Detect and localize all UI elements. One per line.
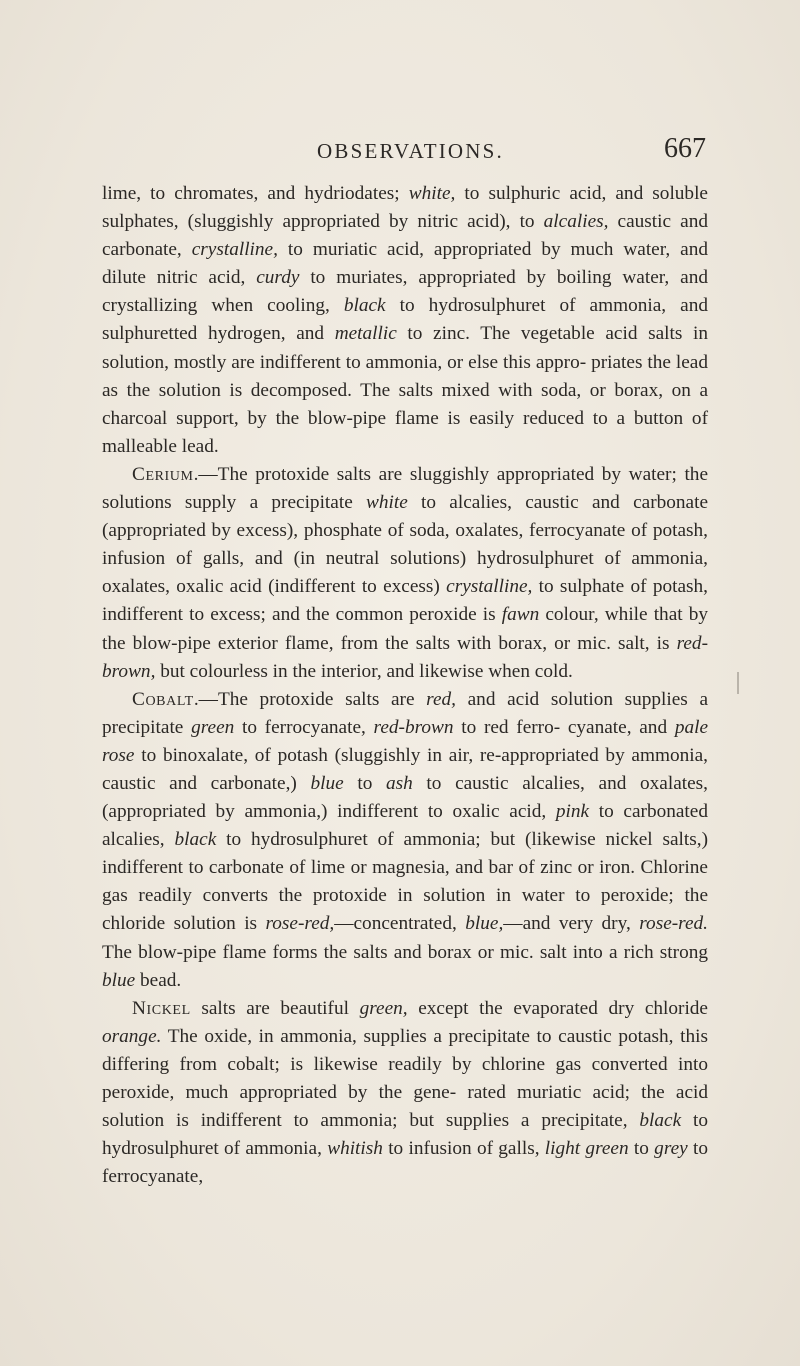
text-run: to muriatic acid, appropriated by much water, and dilute nitric acid,	[102, 239, 709, 289]
italic-run: white,	[408, 183, 456, 204]
running-head-title: OBSERVATIONS.	[317, 139, 504, 163]
text-run: to	[343, 772, 386, 794]
italic-run: curdy	[256, 267, 300, 289]
italic-run: ash	[385, 772, 413, 794]
text-run: and acid solution supplies a precipitate	[102, 688, 708, 738]
italic-run: blue,	[465, 913, 504, 935]
margin-mark	[737, 672, 739, 694]
text-run: to hydrosulphuret of ammonia, and sulphuretted hydrogen, and	[102, 295, 709, 345]
text-run: to sulphate of potash, indifferent to excess; and the common peroxide is	[102, 576, 708, 626]
body-text	[102, 180, 708, 1191]
italic-run: black	[343, 295, 386, 317]
text-run: .—The protoxide salts are sluggishly appropriated by water; the solutions supply a precipitate	[102, 463, 708, 514]
text-run: to muriates, appropriated by boiling water, and crystallizing when cooling,	[102, 267, 708, 317]
text-run: to binoxalate, of potash (sluggishly in air, re-appropriated by ammonia, caustic and carbonate,)	[102, 744, 708, 794]
italic-run: rose-red,	[265, 913, 335, 935]
text-run: —concentrated,	[334, 913, 466, 935]
text-run: bead.	[135, 969, 182, 991]
italic-run: red-brown	[373, 716, 454, 738]
paragraph-lead	[102, 180, 708, 461]
text-run: salts are beautiful	[190, 997, 360, 1019]
text-run: except the evaporated dry chloride	[407, 997, 708, 1019]
italic-run: blue	[102, 969, 136, 991]
text-run: .—The protoxide salts are	[193, 688, 427, 710]
italic-run: pink	[555, 801, 590, 823]
text-run: colour, while that by the blow-pipe exterior flame, from the salts with borax, or mic. salt, is	[102, 604, 708, 654]
paragraph-nickel	[102, 995, 708, 1192]
italic-run: pale rose	[102, 716, 709, 766]
italic-run: fawn	[501, 604, 540, 626]
section-heading-nickel: Nickel	[132, 997, 191, 1019]
text-run: to ferrocyanate,	[102, 1138, 708, 1188]
text-run: to alcalies, caustic and carbonate (appropriated by excess), phosphate of soda, oxalates, ferrocyanate of potash, infusion of galls, and (in neutral solutions) hydrosulphuret of ammonia, oxalates, oxalic acid (indifferent to excess)	[102, 492, 709, 598]
text-run: —and very dry,	[503, 913, 640, 935]
text-run: to	[628, 1138, 655, 1160]
italic-run: green,	[359, 997, 408, 1019]
italic-run: blue	[310, 772, 344, 794]
text-run: to infusion of galls,	[382, 1138, 545, 1160]
text-run: to red ferro- cyanate, and	[453, 716, 675, 738]
italic-run: red,	[426, 688, 456, 710]
section-heading-cobalt: Cobalt	[132, 688, 194, 710]
italic-run: rose-red.	[639, 913, 708, 935]
text-run: The blow-pipe flame forms the salts and borax or mic. salt into a rich strong	[102, 941, 708, 963]
paragraph-cobalt	[102, 686, 708, 995]
italic-run: alcalies,	[543, 211, 609, 233]
italic-run: metallic	[334, 323, 397, 345]
page-number: 667	[664, 133, 706, 164]
text-run: to hydrosulphuret of ammonia,	[102, 1110, 708, 1160]
text-run: to carbonated alcalies,	[102, 801, 708, 851]
italic-run: whitish	[327, 1138, 383, 1160]
section-heading-cerium: Cerium	[132, 463, 194, 485]
text-run: to hydrosulphuret of ammonia; but (likewise nickel salts,) indifferent to carbonate of lime or magnesia, and bar of zinc or iron. Chlorine gas readily converts the protoxide in solution in water to peroxide; the chloride solution is	[102, 829, 708, 935]
italic-run: crystalline,	[446, 576, 533, 598]
paragraph-cerium	[102, 461, 708, 686]
text-run: caustic and carbonate,	[102, 211, 708, 261]
italic-run: orange.	[102, 1025, 162, 1047]
text-run: to zinc. The vegetable acid salts in solution, mostly are indifferent to ammonia, or else this appro- priates the lead as the solution is decomposed. The salts mixed with soda, or borax, on a charcoal support, by the blow-pipe flame is easily reduced to a button of malleable lead.	[102, 323, 708, 457]
text-run: lime, to chromates, and hydriodates;	[102, 183, 409, 204]
text-run: The oxide, in ammonia, supplies a precipitate to caustic potash, this differing from cobalt; is likewise readily by chlorine gas converted into peroxide, much appropriated by the gene- rated muriatic acid; the acid solution is indifferent to ammonia; but supplies a precipitate,	[102, 1025, 708, 1132]
italic-run: white	[366, 492, 408, 514]
text-run: to ferrocyanate,	[234, 716, 374, 738]
text-run: to caustic alcalies, and oxalates, (appropriated by ammonia,) indifferent to oxalic acid,	[102, 772, 708, 823]
italic-run: crystalline,	[191, 239, 278, 261]
text-run: but colourless in the interior, and likewise when cold.	[155, 660, 573, 682]
italic-run: black	[639, 1110, 682, 1132]
italic-run: green	[191, 716, 235, 738]
running-head	[245, 133, 710, 173]
italic-run: black	[174, 829, 217, 851]
italic-run: red-brown,	[102, 632, 708, 682]
text-run: to sulphuric acid, and soluble sulphates, (sluggishly appropriated by nitric acid), to	[102, 183, 708, 233]
italic-run: light green	[544, 1138, 629, 1160]
italic-run: grey	[654, 1138, 688, 1160]
